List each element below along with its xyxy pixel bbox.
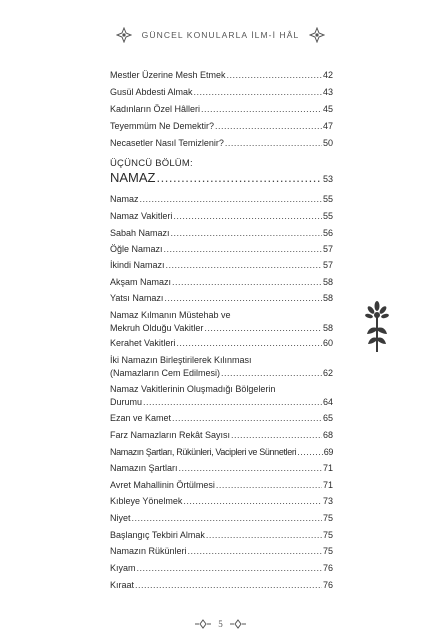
toc-entry[interactable] [110,137,333,150]
toc-entry[interactable] [110,292,333,305]
toc-entry-page: 76 [322,563,333,573]
toc-entry-page: 55 [322,211,333,221]
toc-entry-page: 76 [322,580,333,590]
toc-entry-title: (Namazların Cem Edilmesi) [110,367,221,378]
toc-entry[interactable] [110,86,333,99]
toc-entry[interactable] [110,210,333,223]
toc-entry[interactable] [110,429,333,442]
header-ornament-icon [309,27,325,43]
section-heading-entry[interactable] [110,170,333,187]
toc-entry-page: 50 [322,138,333,148]
toc-entry-page: 65 [322,413,333,423]
section-label: ÜÇÜNCÜ BÖLÜM: [110,158,193,169]
toc-entry-title: İkindi Namazı [110,260,165,270]
toc-entry-page: 55 [322,194,333,204]
toc-entry-title: Durumu [110,396,143,407]
toc-entry-page: 75 [322,530,333,540]
toc-entry-title-line1: İki Namazın Birleştirilerek Kılınması [110,355,252,365]
toc-entry-page: 71 [322,480,333,490]
toc-entry-page: 68 [322,430,333,440]
page-footer [0,619,441,629]
toc-entry-title: Namazın Rükünleri [110,546,187,556]
toc-entry[interactable] [110,412,333,425]
toc-entry-page: 58 [322,293,333,303]
toc-entry[interactable] [110,243,333,256]
toc-entry-title-line1: Namaz Vakitlerinin Oluşmadığı Bölgelerin [110,384,276,394]
toc-entry[interactable] [110,227,333,240]
toc-entry-page: 53 [322,174,333,184]
toc-entry-page: 43 [322,87,333,97]
toc-entry[interactable] [110,259,333,272]
toc-entry-title: Namazın Şartları [110,463,178,473]
toc-entry-title: Teyemmüm Ne Demektir? [110,121,215,131]
toc-entry-page: 47 [322,121,333,131]
toc-entry-page: 69 [323,447,333,457]
toc-entry-page: 75 [322,513,333,523]
toc-entry-page: 73 [322,496,333,506]
toc-entry-title: Necasetler Nasıl Temizlenir? [110,138,224,148]
toc-entry[interactable] [110,529,333,542]
toc-entry-page: 71 [322,463,333,473]
toc-entry-title: Mekruh Olduğu Vakitler [110,322,204,333]
toc-entry-page: 57 [322,244,333,254]
toc-entry[interactable] [110,495,333,508]
toc-entry[interactable] [110,383,333,408]
toc-entry[interactable] [110,479,333,492]
toc-entry[interactable] [110,462,333,475]
toc-entry-page: 56 [322,228,333,238]
toc-entry-title: Ezan ve Kamet [110,413,172,423]
toc-entry-title: Kadınların Özel Hâlleri [110,104,201,114]
header-title: GÜNCEL KONULARLA İLM-İ HÂL [141,30,300,40]
toc-entry[interactable] [110,545,333,558]
toc-entry[interactable] [110,309,333,334]
toc-entry-page: 64 [322,396,333,407]
toc-entry-title: Öğle Namazı [110,244,163,254]
toc-entry[interactable] [110,103,333,116]
footer-ornament-icon [229,619,247,629]
toc-entry-title: Kıbleye Yönelmek [110,496,183,506]
toc-entry-page: 75 [322,546,333,556]
toc-entry[interactable] [110,579,333,592]
toc-entry-title: Farz Namazların Rekât Sayısı [110,430,231,440]
toc-entry[interactable] [110,120,333,133]
toc-entry-title: Akşam Namazı [110,277,172,287]
header-ornament-icon [116,27,132,43]
toc-entry-title: Niyet [110,513,131,523]
toc-entry-title: Gusül Abdesti Almak [110,87,193,97]
toc-entry-page: 62 [322,367,333,378]
toc-entry[interactable] [110,446,333,459]
section-title: NAMAZ [110,170,156,185]
running-header [0,27,441,43]
toc-entry-page: 57 [322,260,333,270]
toc-entry-page: 58 [322,277,333,287]
toc-entry-title: Avret Mahallinin Örtülmesi [110,480,215,490]
toc-entry-title: Namazın Şartları, Rükünleri, Vacipleri ve Sünnetleri [110,447,297,457]
toc-entry-title: Kıyam [110,563,136,573]
page-number: 5 [218,619,223,629]
toc-entry-page: 45 [322,104,333,114]
toc-entry[interactable] [110,562,333,575]
footer-ornament-icon [194,619,212,629]
toc-entry[interactable] [110,354,333,379]
toc-entry-title: Başlangıç Tekbiri Almak [110,530,205,540]
toc-entry-page: 58 [322,322,333,333]
toc-entry-title: Kıraat [110,580,135,590]
toc-entry-page: 60 [322,338,333,348]
toc-entry[interactable] [110,337,333,350]
toc-entry-title: Sabah Namazı [110,228,170,238]
toc-entry-title: Namaz Vakitleri [110,211,173,221]
toc-entry-title: Kerahet Vakitleri [110,338,176,348]
toc-entry-page: 42 [322,70,333,80]
flower-ornament-icon [362,300,392,356]
toc-entry-title: Namaz [110,194,139,204]
toc-entry[interactable] [110,193,333,206]
toc-entry[interactable] [110,512,333,525]
toc-entry[interactable] [110,69,333,82]
toc-entry-title: Yatsı Namazı [110,293,164,303]
toc-entry-title: Mestler Üzerine Mesh Etmek [110,70,226,80]
toc-entry[interactable] [110,276,333,289]
toc-entry-title-line1: Namaz Kılmanın Müstehab ve [110,310,231,320]
